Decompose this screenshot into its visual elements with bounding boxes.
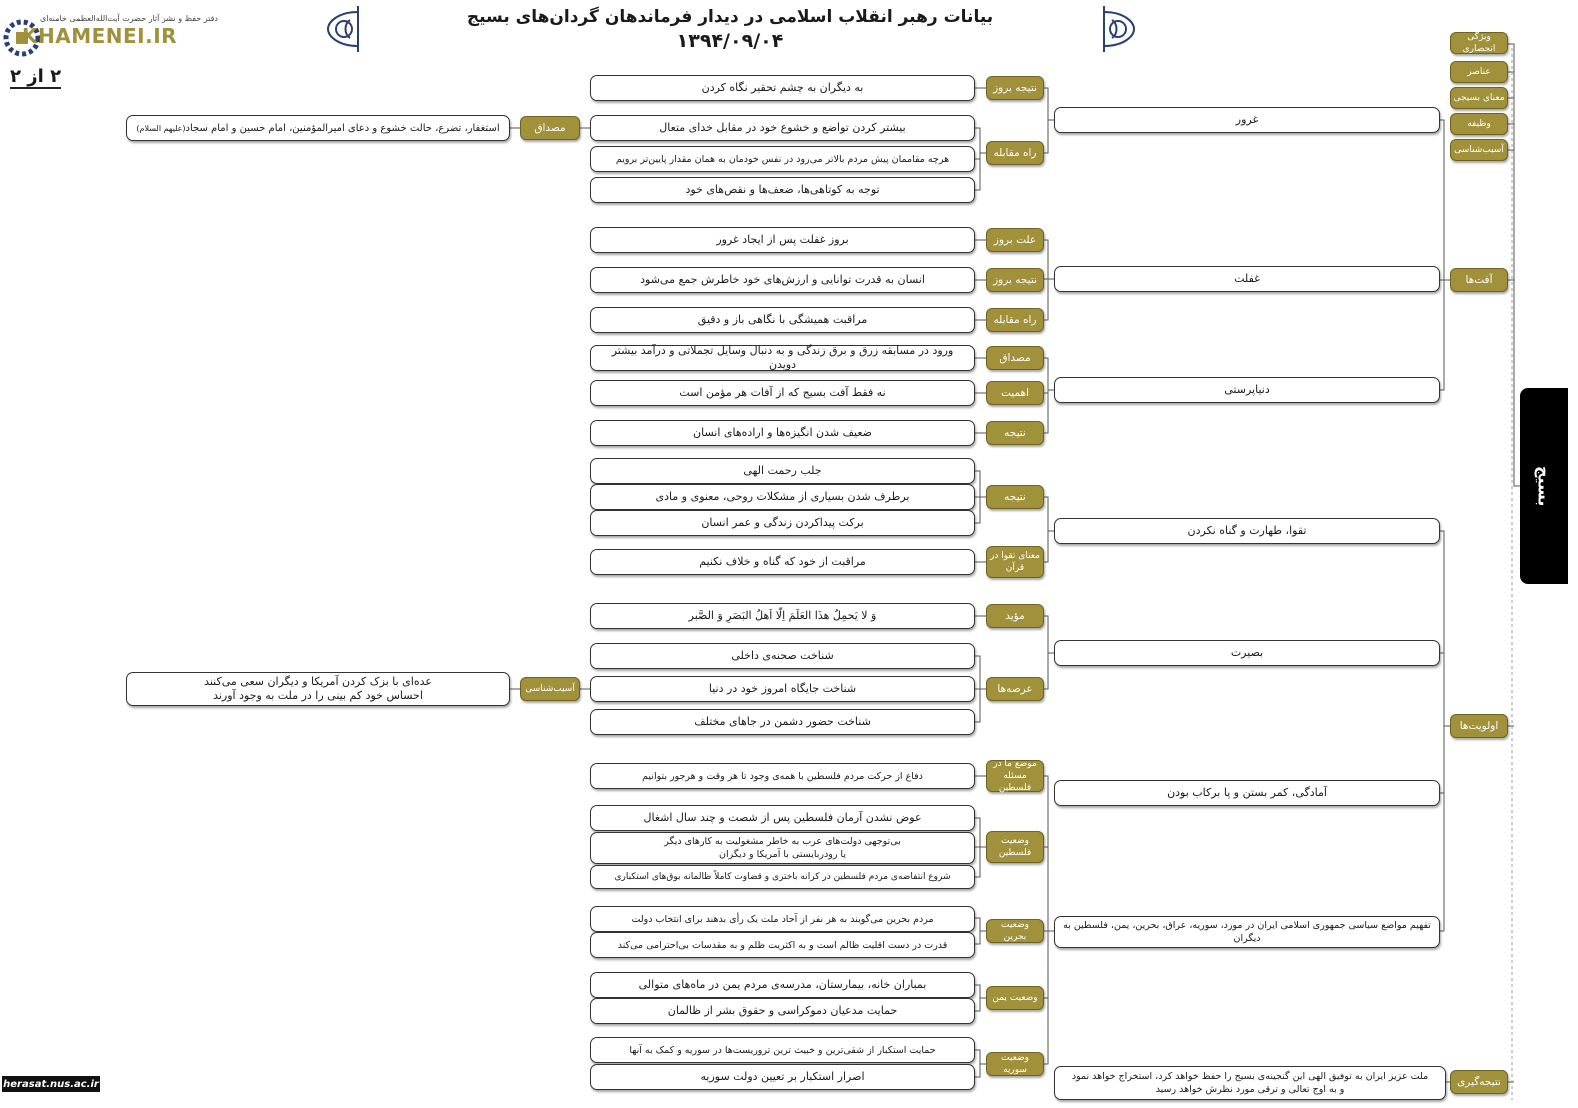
ornament-left-icon (318, 2, 368, 56)
leaf-5: بروز غفلت پس از ایجاد غرور (590, 227, 975, 253)
tag-arseha: عرصه‌ها (986, 677, 1044, 701)
leaf-26: حمایت مدعیان دموکراسی و حقوق بشر از ظالمان (590, 998, 975, 1024)
tag-left-asib: آسیب‌شناسی (520, 677, 580, 701)
topic-basirat: بصیرت (1054, 640, 1440, 666)
topic-natije (1054, 1066, 1446, 1100)
leaf-25: بمباران خانه، بیمارستان، مدرسه‌ی مردم یمن در ماه‌های متوالی (590, 972, 975, 998)
tag-natije-boruz-2: نتیجه بروز (986, 268, 1044, 292)
tag-natije-2: نتیجه (986, 485, 1044, 509)
leaf-19: دفاع از حرکت مردم فلسطین با همه‌ی وجود تا هر وقت و هرجور بتوانیم (590, 763, 975, 789)
tag-ellat-boruz: علت بروز (986, 228, 1044, 252)
leaf-2: بیشتر کردن تواضع و خشوع خود در مقابل خدای متعال (590, 115, 975, 141)
left-box-1-suffix: (علیهم السلام) (136, 123, 186, 133)
leaf-1: به دیگران به چشم تحقیر نگاه کردن (590, 75, 975, 101)
tag-vaziyat-suriye: وضعیت سوریه (986, 1052, 1044, 1076)
category-priorities: اولویت‌ها (1450, 714, 1508, 738)
logo-subtitle: دفتر حفظ و نشر آثار حضرت آیت‌الله‌العظمی خامنه‌ای (40, 14, 218, 23)
leaf-4: توجه به کوتاهی‌ها، ضعف‌ها و نقص‌های خود (590, 177, 975, 203)
tag-manaye-taghva: معنای تقوا در قرآن (986, 546, 1044, 578)
category-duty: وظیفه (1450, 113, 1508, 135)
category-afat: آفت‌ها (1450, 268, 1508, 292)
natije-line-2: و به اوج تعالی و ترقی مورد نظرش خواهد رسید (1155, 1084, 1345, 1095)
leaf-15: وَ لا یَحمِلُ هذَا العَلَمَ اِلّا اَهلُ البَصَرِ وَ الصَّبر (590, 603, 975, 629)
leaf-13: برکت پیداکردن زندگی و عمر انسان (590, 510, 975, 536)
left-box-1-text: استغفار، تضرع، حالت خشوع و دعای امیرالمؤمنین، امام حسین و امام سجاد (185, 122, 500, 134)
leaf-12: برطرف شدن بسیاری از مشکلات روحی، معنوی و مادی (590, 484, 975, 510)
leaf-14: مراقبت از خود که گناه و خلاف نکنیم (590, 549, 975, 575)
leaf-3: هرچه مقاممان پیش مردم بالاتر می‌رود در نفس خودمان به همان مقدار پایین‌تر برویم (590, 146, 975, 172)
tag-left-mesdagh: مصداق (520, 116, 580, 140)
tag-rah-moghabele-2: راه مقابله (986, 308, 1044, 332)
category-basiji-meaning: معنای بسیجی (1450, 87, 1508, 109)
left-box-2-line-1: عده‌ای با بزک کردن آمریکا و دیگران سعی می‌کنند (204, 675, 432, 688)
leaf-9: نه فقط آفت بسیج که از آفات هر مؤمن است (590, 380, 975, 406)
leaf-6: انسان به قدرت توانایی و ارزش‌های خود خاطرش جمع می‌شود (590, 267, 975, 293)
leaf-23: مردم بحرین می‌گویند به هر نفر از آحاد ملت یک رأی بدهند برای انتخاب دولت (590, 906, 975, 932)
leaf-16: شناخت صحنه‌ی داخلی (590, 643, 975, 669)
leaf-21-line-2: یا رودربایستی با آمریکا و دیگران (719, 849, 846, 860)
leaf-21 (590, 832, 975, 864)
tag-rah-moghabele-1: راه مقابله (986, 141, 1044, 165)
leaf-22: شروع انتفاضه‌ی مردم فلسطین در کرانه باختری و قضاوت کاملاً ظالمانه بوق‌های استکباری (590, 865, 975, 889)
tag-vaziyat-felestin: وضعیت فلسطین (986, 831, 1044, 863)
leaf-20: عوض نشدن آرمان فلسطین پس از شصت و چند سال اشغال (590, 805, 975, 831)
topic-ghorur: غرور (1054, 107, 1440, 133)
page-title: بیانات رهبر انقلاب اسلامی در دیدار فرماندهان گردان‌های بسیج (466, 7, 994, 27)
leaf-8: ورود در مسابقه زرق و برق زندگی و به دنبال وسایل تجملاتی و درآمد بیشتر دویدن (590, 345, 975, 371)
leaf-17: شناخت جایگاه امروز خود در دنیا (590, 676, 975, 702)
tag-mesdagh: مصداق (986, 346, 1044, 370)
leaf-28: اصرار استکبار بر تعیین دولت سوریه (590, 1064, 975, 1090)
left-box-2-line-2: احساس خود کم بینی را در ملت به وجود آورند (213, 689, 423, 702)
left-box-1 (126, 115, 510, 141)
page-number: ۲ از ۲ (10, 66, 62, 87)
logo-text: KHAMENEI.IR (22, 24, 178, 48)
tag-natije-1: نتیجه (986, 421, 1044, 445)
leaf-27: حمایت استکبار از شقی‌ترین و خبیث ترین تروریست‌ها در سوریه و کمک به آنها (590, 1037, 975, 1063)
leaf-21-line-1: بی‌توجهی دولت‌های عرب به خاطر مشغولیت به کارهای دیگر (664, 836, 901, 847)
page-date: ۱۳۹۴/۰۹/۰۴ (676, 30, 784, 52)
footer-watermark: herasat.nus.ac.ir (2, 1076, 100, 1092)
tag-mozeye-felestin: موضع ما در مسئله فلسطین (986, 760, 1044, 792)
tag-natije-boruz-1: نتیجه بروز (986, 76, 1044, 100)
left-box-2 (126, 672, 510, 706)
root-node: بسیج (1520, 388, 1568, 584)
topic-donyaparasti: دنیاپرستی (1054, 377, 1440, 403)
ornament-right-icon (1094, 2, 1144, 56)
leaf-11: جلب رحمت الهی (590, 458, 975, 484)
leaf-7: مراقبت همیشگی با نگاهی باز و دقیق (590, 307, 975, 333)
topic-tafhim: تفهیم مواضع سیاسی جمهوری اسلامی ایران در مورد، سوریه، عراق، بحرین، یمن، فلسطین به دیگران (1054, 916, 1440, 948)
category-exclusive: ویژگی انحصاری (1450, 32, 1508, 54)
topic-amadegi: آمادگی، کمر بستن و پا برکاب بودن (1054, 780, 1440, 806)
leaf-24: قدرت در دست اقلیت ظالم است و به اکثریت ظلم و به مقدسات بی‌احترامی می‌کند (590, 932, 975, 958)
leaf-18: شناخت حضور دشمن در جاهای مختلف (590, 709, 975, 735)
tag-ahamiyat: اهمیت (986, 381, 1044, 405)
tag-vaziyat-bahrain: وضعیت بحرین (986, 919, 1044, 943)
tag-moayyed: مؤید (986, 604, 1044, 628)
category-pathology: آسیب‌شناسی (1450, 139, 1508, 161)
category-elements: عناصر (1450, 61, 1508, 83)
topic-taghva: تقوا، طهارت و گناه نکردن (1054, 518, 1440, 544)
category-conclusion: نتیجه‌گیری (1450, 1070, 1508, 1094)
tag-vaziyat-yemen: وضعیت یمن (986, 986, 1044, 1010)
leaf-10: ضعیف شدن انگیزه‌ها و اراده‌های انسان (590, 420, 975, 446)
topic-ghaflat: غفلت (1054, 266, 1440, 292)
natije-line-1: ملت عزیز ایران به توفیق الهی این گنجینه‌ی بسیج را حفظ خواهد کرد، استخراج خواهد نمود (1071, 1071, 1429, 1082)
